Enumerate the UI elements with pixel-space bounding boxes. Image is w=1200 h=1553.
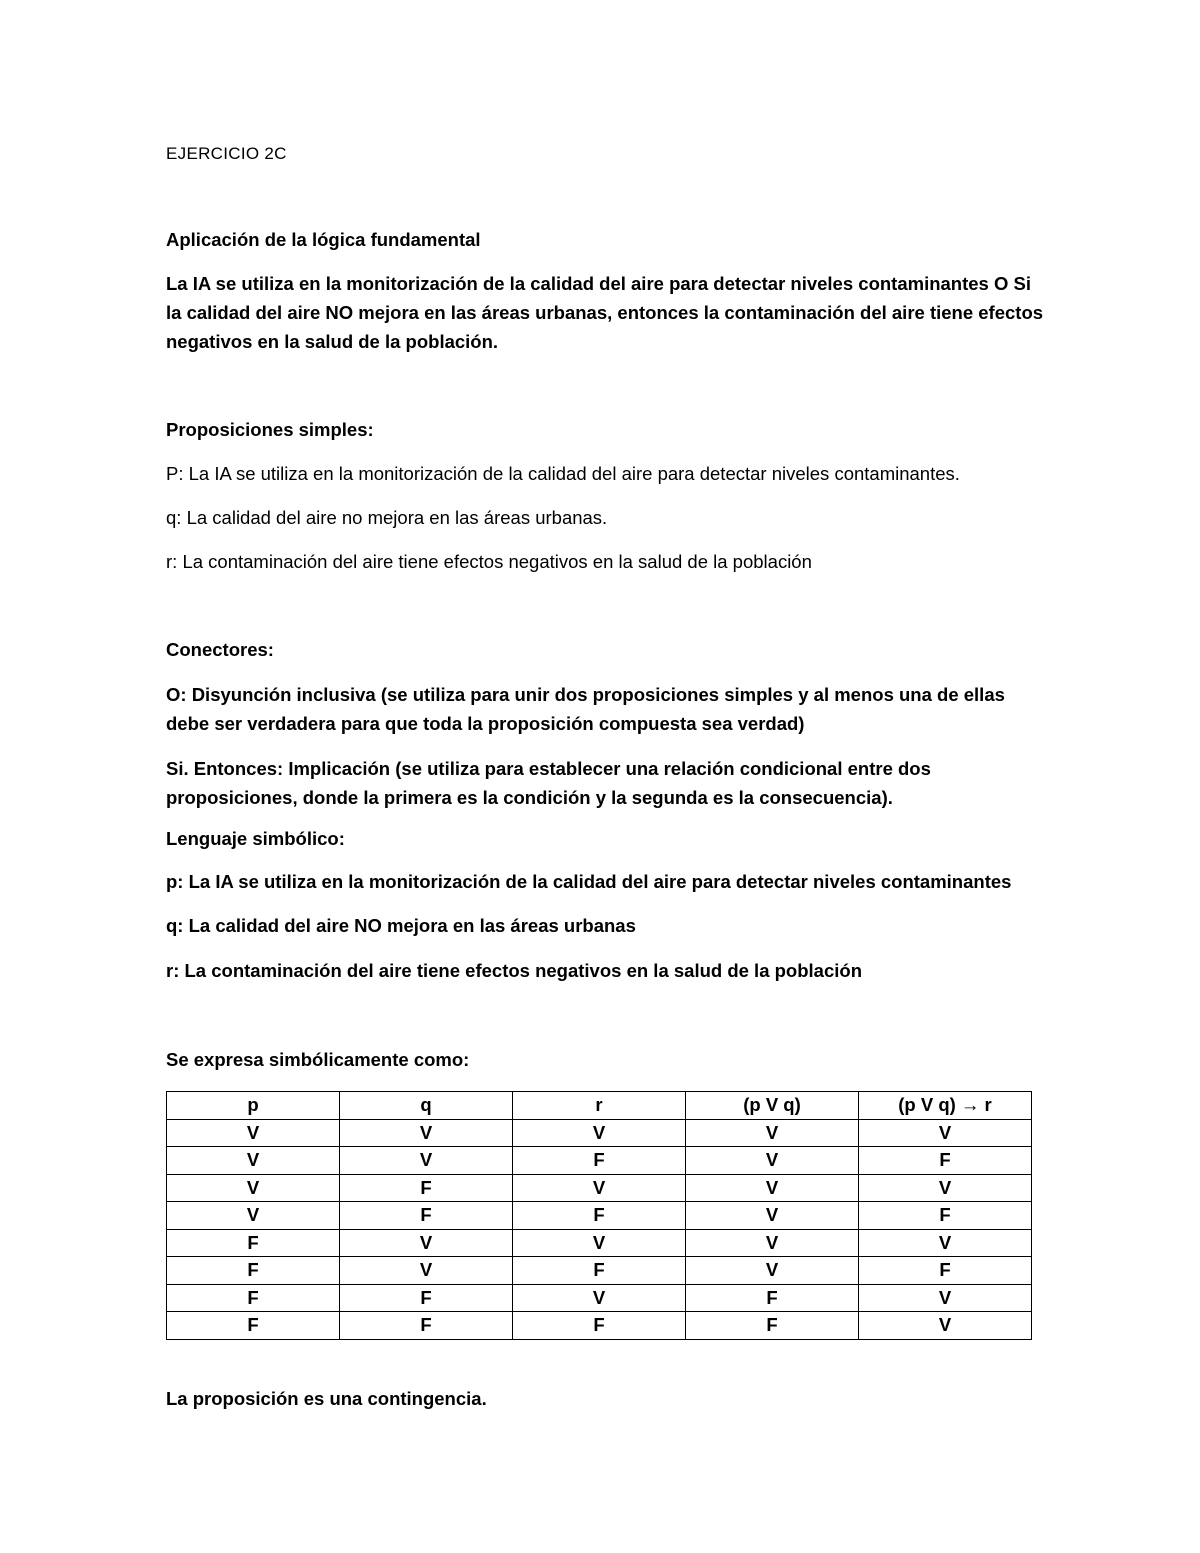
table-cell: F xyxy=(859,1147,1032,1175)
table-cell: V xyxy=(686,1202,859,1230)
table-cell: V xyxy=(167,1174,340,1202)
connector-implication: Si. Entonces: Implicación (se utiliza para establecer una relación condicional entre dos proposiciones, donde la primera es la condición y la segunda es la consecuencia). xyxy=(166,758,931,808)
proposition-label: r: xyxy=(166,551,178,572)
table-cell: F xyxy=(859,1202,1032,1230)
symbolic-p: p: La IA se utiliza en la monitorización de la calidad del aire para detectar niveles contaminantes xyxy=(166,871,1012,892)
table-cell: V xyxy=(859,1312,1032,1340)
proposition-label: q: xyxy=(166,507,182,528)
table-row xyxy=(167,1312,1032,1340)
table-cell: V xyxy=(340,1119,513,1147)
table-cell: F xyxy=(513,1257,686,1285)
proposition-text: La IA se utiliza en la monitorización de la calidad del aire para detectar niveles contaminantes. xyxy=(188,463,960,484)
connector-disjunction: O: Disyunción inclusiva (se utiliza para unir dos proposiciones simples y al menos una de ellas debe ser verdadera para que toda la proposición compuesta sea verdad) xyxy=(166,684,1005,734)
symbolic-language-heading: Lenguaje simbólico: xyxy=(166,828,345,849)
exercise-header: EJERCICIO 2C xyxy=(166,144,287,163)
connectors-heading: Conectores: xyxy=(166,639,274,660)
symbolic-r: r: La contaminación del aire tiene efectos negativos en la salud de la población xyxy=(166,960,862,981)
table-cell: V xyxy=(686,1257,859,1285)
table-cell: V xyxy=(340,1147,513,1175)
proposition-label: P: xyxy=(166,463,184,484)
table-cell: V xyxy=(340,1229,513,1257)
table-cell: V xyxy=(859,1229,1032,1257)
table-cell: V xyxy=(686,1147,859,1175)
header-cell: (p V q) → r xyxy=(859,1092,1032,1120)
table-cell: F xyxy=(340,1202,513,1230)
table-cell: V xyxy=(340,1257,513,1285)
table-cell: F xyxy=(167,1229,340,1257)
table-row xyxy=(167,1174,1032,1202)
table-row xyxy=(167,1147,1032,1175)
header-cell: (p V q) xyxy=(686,1092,859,1120)
header-cell: p xyxy=(167,1092,340,1120)
proposition-text: La calidad del aire no mejora en las áreas urbanas. xyxy=(186,507,608,528)
simple-propositions-heading: Proposiciones simples: xyxy=(166,419,374,440)
simple-proposition-q xyxy=(166,507,607,529)
table-cell: V xyxy=(513,1229,686,1257)
table-cell: F xyxy=(167,1284,340,1312)
simple-proposition-p xyxy=(166,463,960,485)
table-header-row xyxy=(167,1092,1032,1120)
header-cell: q xyxy=(340,1092,513,1120)
table-cell: V xyxy=(167,1147,340,1175)
section-title: Aplicación de la lógica fundamental xyxy=(166,229,481,250)
table-cell: F xyxy=(859,1257,1032,1285)
table-cell: F xyxy=(340,1284,513,1312)
table-cell: F xyxy=(340,1312,513,1340)
table-cell: V xyxy=(859,1119,1032,1147)
table-row xyxy=(167,1284,1032,1312)
table-row xyxy=(167,1119,1032,1147)
header-cell: r xyxy=(513,1092,686,1120)
table-cell: V xyxy=(686,1174,859,1202)
table-cell: V xyxy=(859,1174,1032,1202)
table-cell: F xyxy=(340,1174,513,1202)
table-cell: V xyxy=(167,1119,340,1147)
table-cell: F xyxy=(686,1312,859,1340)
truth-table xyxy=(166,1091,1032,1340)
table-row xyxy=(167,1229,1032,1257)
symbolic-q: q: La calidad del aire NO mejora en las áreas urbanas xyxy=(166,915,636,936)
table-cell: V xyxy=(686,1229,859,1257)
table-cell: F xyxy=(167,1257,340,1285)
table-row xyxy=(167,1257,1032,1285)
table-cell: F xyxy=(686,1284,859,1312)
table-cell: F xyxy=(513,1312,686,1340)
compound-statement: La IA se utiliza en la monitorización de la calidad del aire para detectar niveles contaminantes O Si la calidad del aire NO mejora en las áreas urbanas, entonces la contaminación del aire tiene efectos negativos en la salud de la población. xyxy=(166,273,1044,352)
simple-proposition-r xyxy=(166,551,812,573)
table-cell: V xyxy=(167,1202,340,1230)
table-cell: F xyxy=(167,1312,340,1340)
table-cell: V xyxy=(513,1119,686,1147)
conclusion: La proposición es una contingencia. xyxy=(166,1388,487,1409)
table-cell: F xyxy=(513,1202,686,1230)
symbolic-expression-heading: Se expresa simbólicamente como: xyxy=(166,1049,470,1070)
table-cell: V xyxy=(686,1119,859,1147)
table-cell: V xyxy=(513,1174,686,1202)
table-cell: F xyxy=(513,1147,686,1175)
table-cell: V xyxy=(859,1284,1032,1312)
proposition-text: La contaminación del aire tiene efectos negativos en la salud de la población xyxy=(182,551,812,572)
table-row xyxy=(167,1202,1032,1230)
table-cell: V xyxy=(513,1284,686,1312)
